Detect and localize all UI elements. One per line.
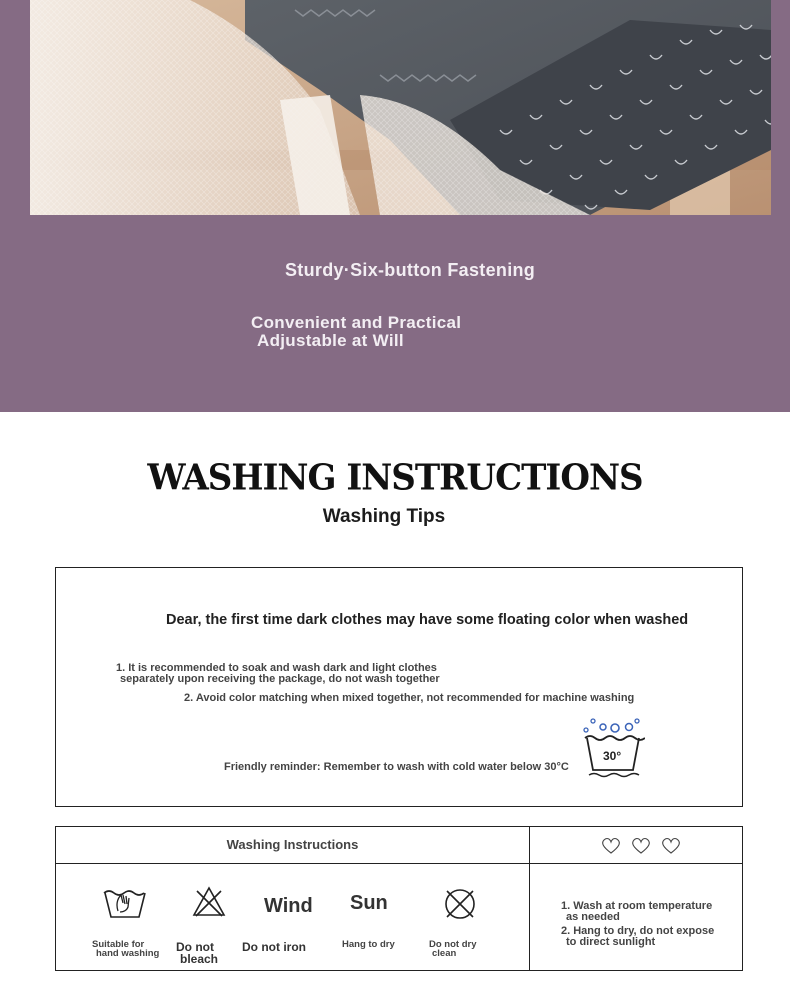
washing-tips-box [55, 567, 743, 807]
product-photo [30, 0, 771, 215]
product-hero [0, 0, 790, 412]
hero-subtitle-line1: Convenient and Practical [251, 313, 462, 332]
no-bleach-label [176, 941, 218, 965]
table-divider-horizontal [56, 863, 742, 864]
wind-word: Wind [264, 895, 313, 917]
washing-instructions-table [55, 826, 743, 971]
tip-1 [116, 663, 440, 685]
no-dry-clean-label [429, 940, 477, 958]
cold-wash-temperature: 30° [603, 749, 622, 763]
hero-subtitle [251, 314, 461, 350]
care-note-1-line2: as needed [566, 911, 620, 923]
bra-hook-closure-image [30, 0, 771, 215]
no-dry-clean-label-line2: clean [432, 948, 457, 959]
tip-2: 2. Avoid color matching when mixed together, not recommended for machine washing [184, 692, 635, 704]
care-note-1-line1: 1. Wash at room temperature [561, 900, 713, 912]
no-bleach-icon [192, 885, 226, 919]
hand-wash-label-line2: hand washing [96, 948, 160, 959]
hand-wash-label [92, 940, 159, 958]
friendly-reminder: Friendly reminder: Remember to wash with cold water below 30°C [224, 761, 569, 773]
care-note-2-line1: 2. Hang to dry, do not expose [561, 925, 715, 937]
hero-subtitle-line2: Adjustable at Will [257, 331, 404, 350]
tip-1-line2: separately upon receiving the package, do not wash together [120, 673, 440, 685]
tip-1-line1: 1. It is recommended to soak and wash dark and light clothes [116, 662, 437, 674]
tips-lead-text: Dear, the first time dark clothes may have some floating color when washed [166, 612, 689, 628]
sun-word: Sun [350, 892, 388, 914]
no-bleach-label-line2: bleach [180, 952, 219, 966]
no-dry-clean-label-line1: Do not dry [429, 939, 477, 950]
table-divider-vertical [529, 827, 530, 970]
instructions-header: Washing Instructions [226, 837, 359, 852]
do-not-iron-label: Do not iron [242, 940, 306, 954]
care-notes [561, 901, 714, 948]
no-bleach-label-line1: Do not [176, 940, 214, 954]
care-note-2-line2: to direct sunlight [566, 936, 656, 948]
washing-tips-subtitle: Washing Tips [322, 506, 446, 527]
hang-to-dry-label: Hang to dry [342, 939, 395, 950]
washing-instructions-title: WASHING INSTRUCTIONS [147, 457, 643, 499]
hero-title: Sturdy·Six-button Fastening [285, 260, 536, 280]
no-dry-clean-icon [443, 887, 477, 921]
hearts-decoration-icon [601, 837, 681, 855]
hand-wash-icon [102, 885, 148, 921]
hand-wash-label-line1: Suitable for [92, 939, 145, 950]
